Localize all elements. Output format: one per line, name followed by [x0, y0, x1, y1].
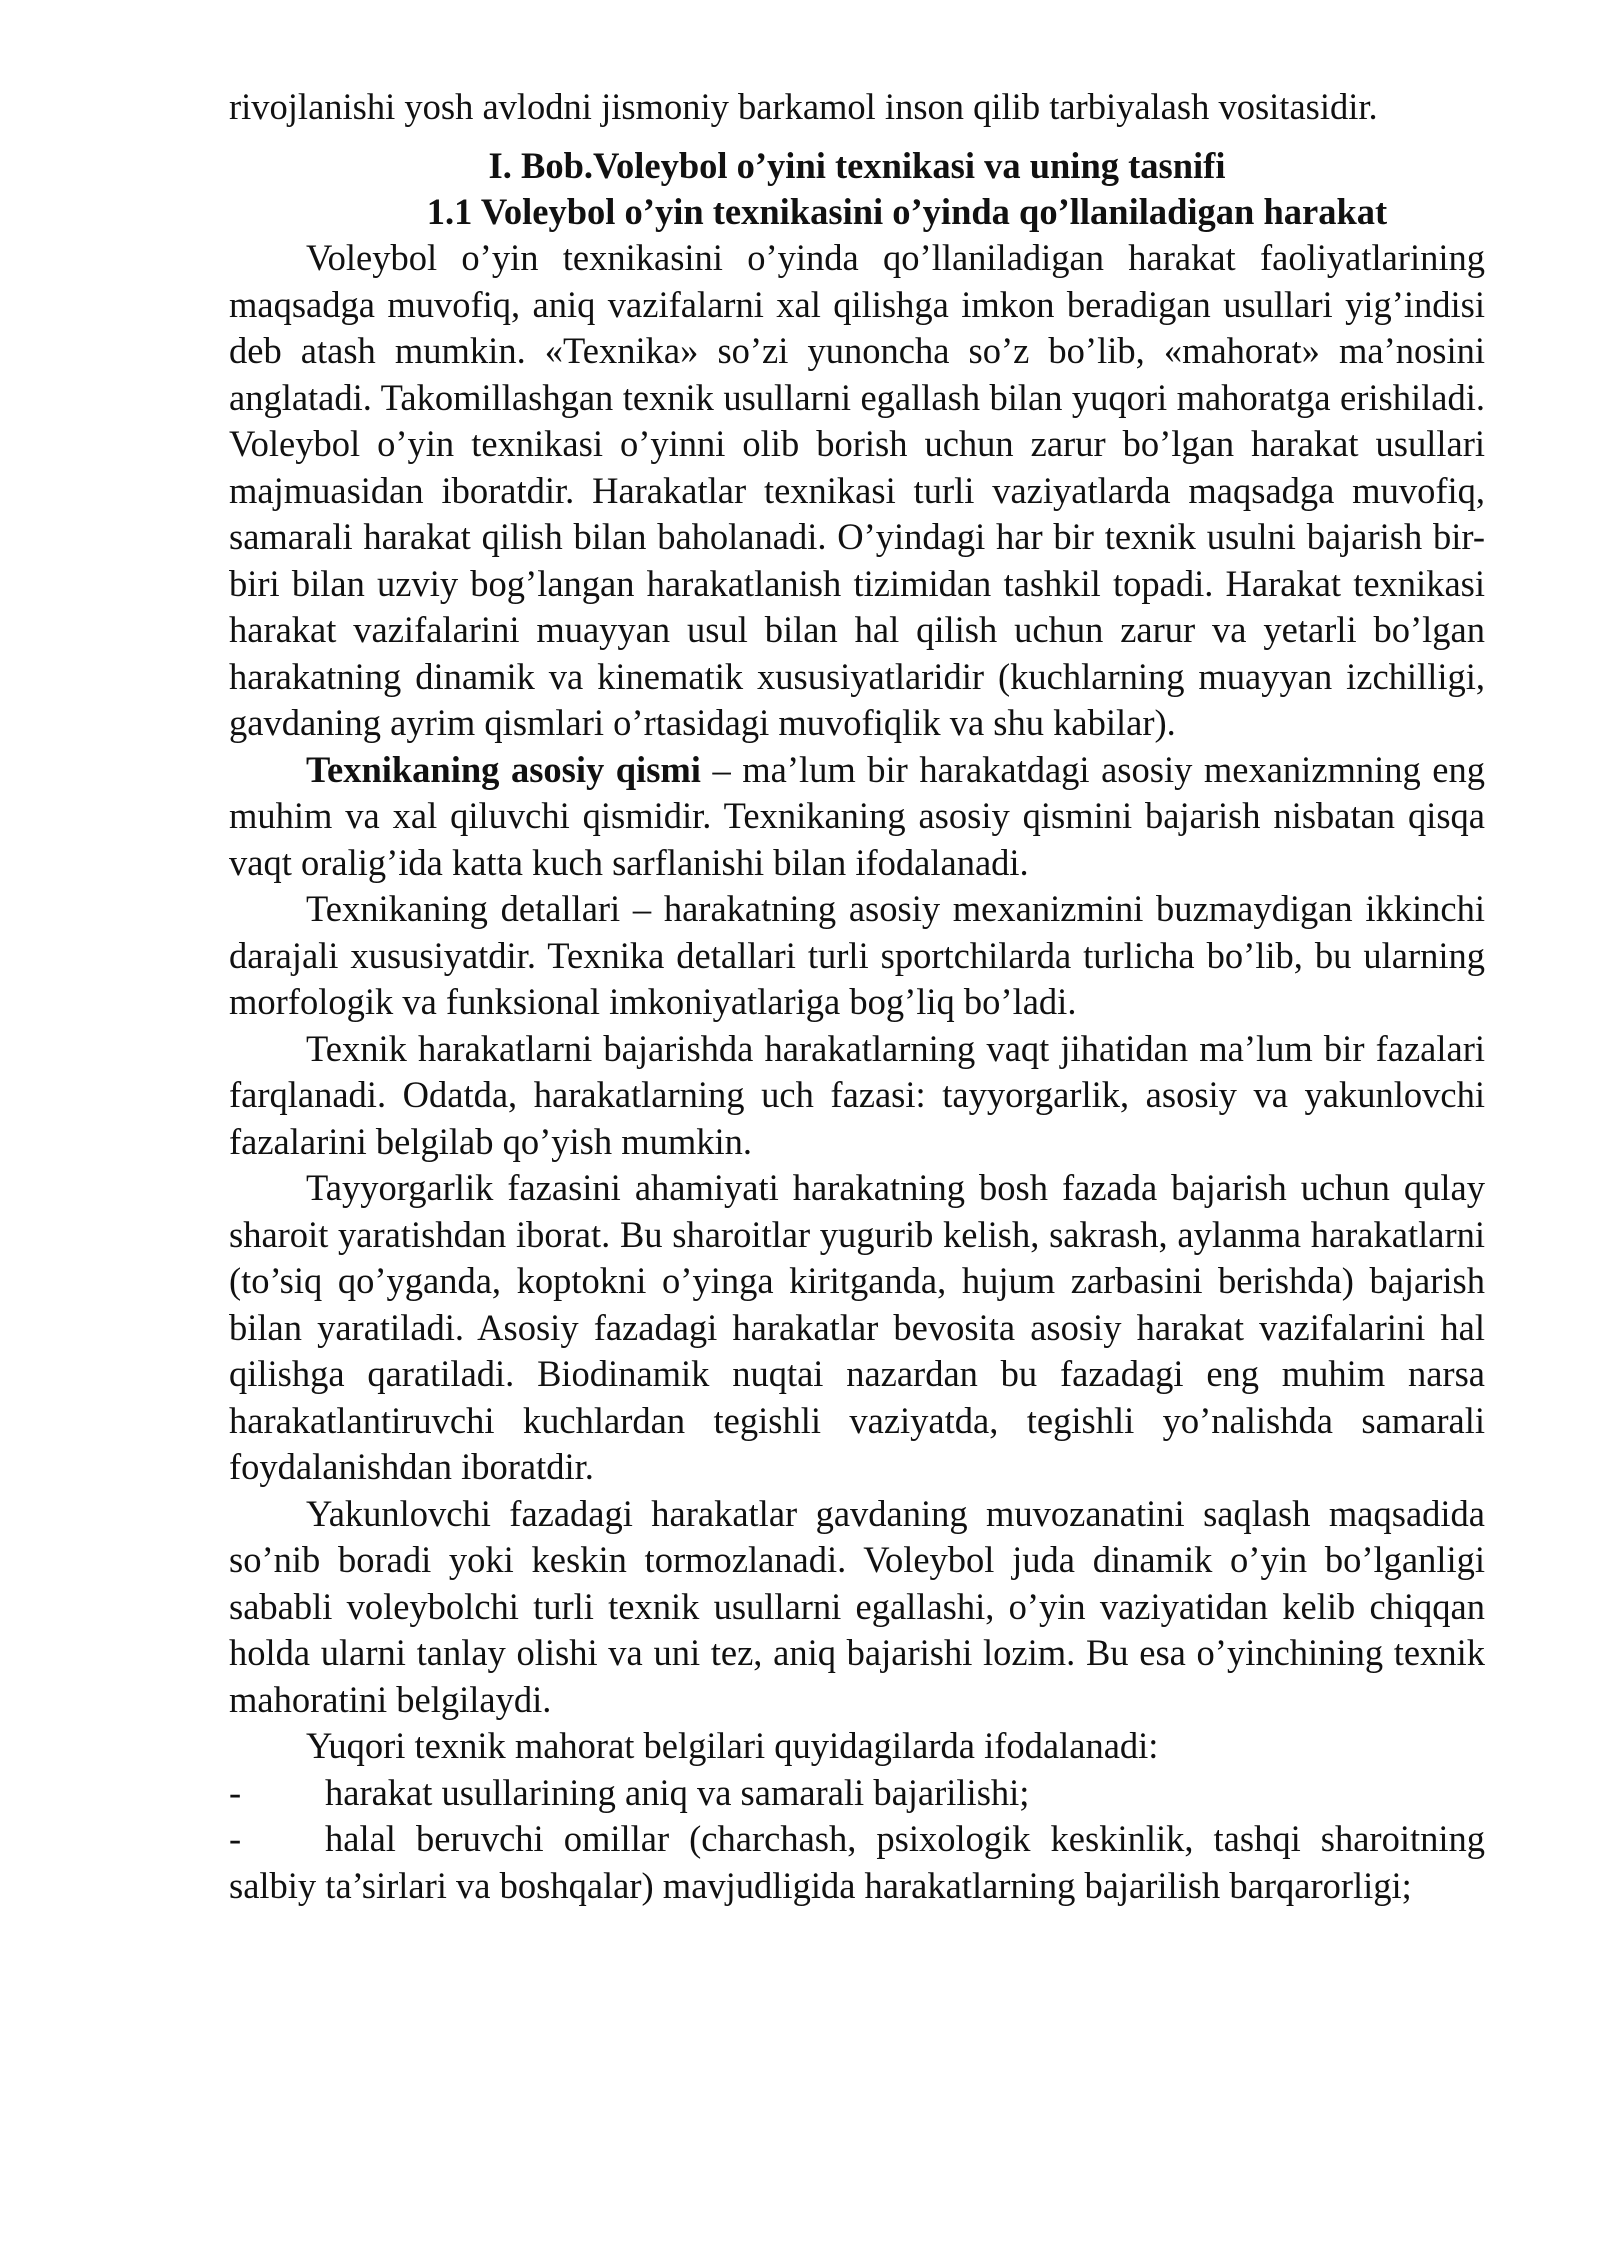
chapter-title: I. Bob.Voleybol o’yini texnikasi va uning tasnifi	[488, 145, 1226, 186]
list-dash: -	[229, 1771, 242, 1813]
paragraph-phases: Texnik harakatlarni bajarishda harakatlarning vaqt jihatidan ma’lum bir fazalari farqlanadi. Odatda, harakatlarning uch fazasi: tayyorgarlik, asosiy va yakunlovchi fazalarini belgilab qo’yish mumkin.	[229, 1027, 1485, 1162]
paragraph-technique-details: Texnikaning detallari – harakatning asosiy mexanizmini buzmaydigan ikkinchi darajali xususiyatdir. Texnika detallari turli sportchilarda turlicha bo’lib, bu ularning morfologik va funksional imkoniyatlariga bog’liq bo’ladi.	[229, 888, 1485, 1022]
paragraph-main-part	[229, 747, 1485, 887]
list-item-text: harakat usullarining aniq va samarali bajarilishi;	[325, 1771, 1030, 1813]
intro-paragraph: rivojlanishi yosh avlodni jismoniy barkamol inson qilib tarbiyalash vositasidir.	[229, 86, 1378, 127]
paragraph-mastery-signs: Yuqori texnik mahorat belgilari quyidagilarda ifodalanadi:	[306, 1725, 1159, 1766]
list-dash: -	[229, 1818, 242, 1859]
list-item	[229, 1770, 1485, 1817]
paragraph-preparation-phase: Tayyorgarlik fazasini ahamiyati harakatning bosh fazada bajarish uchun qulay sharoit yaratishdan iborat. Bu sharoitlar yugurib kelish, sakrash, aylanma harakatlarni (to’siq qo’yganda, koptokni o’yinga kiritganda, hujum zarbasini berishda) bajarish bilan yaratiladi. Asosiy fazadagi harakatlar bevosita asosiy harakat vazifalarini hal qilishga qaratiladi. Biodinamik nuqtai nazardan bu fazadagi eng muhim narsa harakatlantiruvchi kuchlardan tegishli vaziyatda, tegishli yo’nalishda samarali foydalanishdan iboratdir.	[229, 1167, 1485, 1487]
document-page	[229, 72, 1485, 1909]
paragraph-technique-definition: Voleybol o’yin texnikasini o’yinda qo’llaniladigan harakat faoliyatlarining maqsadga muvofiq, aniq vazifalarni xal qilishga imkon beradigan usullari yig’indisi deb atash mumkin. «Texnika» so’zi yunoncha so’z bo’lib, «mahorat» ma’nosini anglatadi. Takomillashgan texnik usullarni egallash bilan yuqori mahoratga erishiladi. Voleybol o’yin texnikasi o’yinni olib borish uchun zarur bo’lgan harakat usullari majmuasidan iboratdir. Harakatlar texnikasi turli vaziyatlarda maqsadga muvofiq, samarali harakat qilish bilan baholanadi. O’yindagi har bir texnik usulni bajarish bir-biri bilan uzviy bog’langan harakatlanish tizimidan tashkil topadi. Harakat texnikasi harakat vazifalarini muayyan usul bilan hal qilish uchun zarur va yetarli bo’lgan harakatning dinamik va kinematik xususiyatlaridir (kuchlarning muayyan izchilligi, gavdaning ayrim qismlari o’rtasidagi muvofiqlik va shu kabilar).	[229, 237, 1485, 743]
paragraph-final-phase: Yakunlovchi fazadagi harakatlar gavdaning muvozanatini saqlash maqsadida so’nib boradi yoki keskin tormozlanadi. Voleybol juda dinamik o’yin bo’lganligi sababli voleybolchi turli texnik usullarni egallashi, o’yin vaziyatidan kelib chiqqan holda ularni tanlay olishi va uni tez, aniq bajarishi lozim. Bu esa o’yinchining texnik mahoratini belgilaydi.	[229, 1492, 1485, 1720]
main-part-text: – ma’lum bir harakatdagi asosiy mexanizmning eng muhim va xal qiluvchi qismidir. Texnikaning asosiy qismini bajarish nisbatan qisqa vaqt oralig’ida katta kuch sarflanishi bilan ifodalanadi.	[229, 748, 1485, 883]
term-main-part: Texnikaning asosiy qismi	[306, 748, 701, 790]
list-item-text: halal beruvchi omillar (charchash, psixologik keskinlik, tashqi sharoitning salbiy ta’sirlari va boshqalar) mavjudligida harakatlarning bajarilish barqarorligi;	[229, 1818, 1485, 1906]
section-title: 1.1 Voleybol o’yin texnikasini o’yinda qo’llaniladigan harakat	[426, 191, 1388, 232]
list-item	[229, 1816, 1485, 1909]
